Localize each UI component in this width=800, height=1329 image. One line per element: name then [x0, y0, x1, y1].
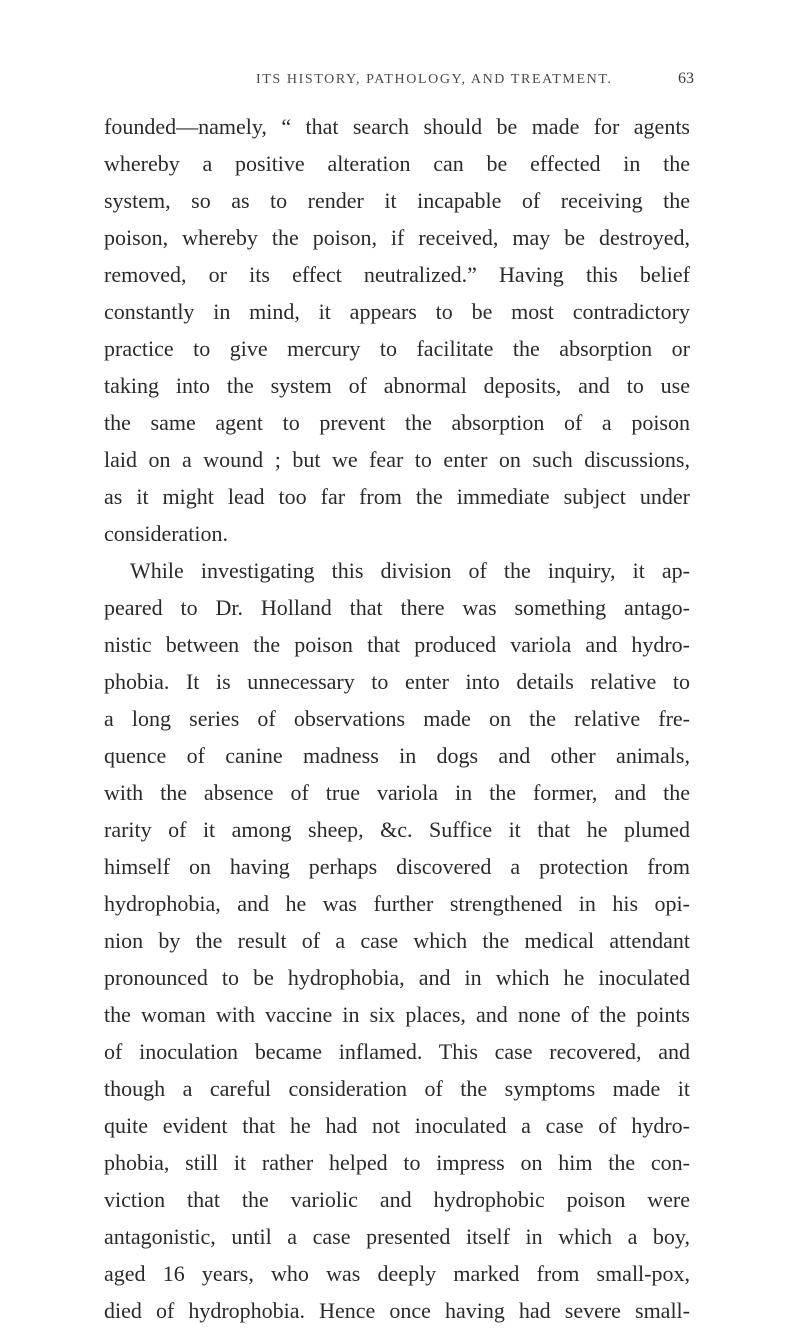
body-text — [104, 108, 690, 1329]
text-line: a long series of observations made on the relative fre- — [104, 706, 690, 731]
text-line: quite evident that he had not inoculated a case of hydro- — [104, 1113, 690, 1138]
text-line: consideration. — [104, 521, 229, 546]
text-line: laid on a wound ; but we fear to enter on such discussions, — [104, 447, 690, 472]
running-head: ITS HISTORY, PATHOLOGY, AND TREATMENT. — [256, 72, 613, 87]
text-line: phobia, still it rather helped to impress on him the con- — [104, 1150, 690, 1175]
text-line: constantly in mind, it appears to be most contradictory — [104, 299, 690, 324]
text-line: founded—namely, “ that search should be made for agents — [104, 114, 690, 139]
text-line: the woman with vaccine in six places, and none of the points — [104, 1002, 690, 1027]
text-line: whereby a positive alteration can be effected in the — [104, 151, 690, 176]
text-line: though a careful consideration of the symptoms made it — [104, 1076, 690, 1101]
text-line: the same agent to prevent the absorption of a poison — [104, 410, 690, 435]
page-number: 63 — [678, 70, 694, 87]
text-line: practice to give mercury to facilitate the absorption or — [104, 336, 690, 361]
text-line: as it might lead too far from the immediate subject under — [104, 484, 690, 509]
text-line: quence of canine madness in dogs and other animals, — [104, 743, 690, 768]
text-line: antagonistic, until a case presented itself in which a boy, — [104, 1224, 690, 1249]
text-line: himself on having perhaps discovered a protection from — [104, 854, 690, 879]
text-line: died of hydrophobia. Hence once having had severe small- — [104, 1298, 690, 1323]
text-line: nistic between the poison that produced variola and hydro- — [104, 632, 690, 657]
text-line: system, so as to render it incapable of receiving the — [104, 188, 690, 213]
paragraph-2 — [104, 552, 690, 1329]
text-line: aged 16 years, who was deeply marked from small-pox, — [104, 1261, 690, 1286]
text-line: poison, whereby the poison, if received, may be destroyed, — [104, 225, 690, 250]
text-line: with the absence of true variola in the former, and the — [104, 780, 690, 805]
text-line: While investigating this division of the inquiry, it ap- — [130, 558, 690, 583]
text-line: viction that the variolic and hydrophobic poison were — [104, 1187, 690, 1212]
paragraph-1 — [104, 108, 690, 552]
text-line: pronounced to be hydrophobia, and in which he inoculated — [104, 965, 690, 990]
text-line: peared to Dr. Holland that there was something antago- — [104, 595, 690, 620]
text-line: removed, or its effect neutralized.” Having this belief — [104, 262, 690, 287]
text-line: phobia. It is unnecessary to enter into details relative to — [104, 669, 690, 694]
text-line: nion by the result of a case which the medical attendant — [104, 928, 690, 953]
text-line: taking into the system of abnormal deposits, and to use — [104, 373, 690, 398]
text-line: hydrophobia, and he was further strengthened in his opi- — [104, 891, 690, 916]
text-line: of inoculation became inflamed. This case recovered, and — [104, 1039, 690, 1064]
text-line: rarity of it among sheep, &c. Suffice it that he plumed — [104, 817, 690, 842]
